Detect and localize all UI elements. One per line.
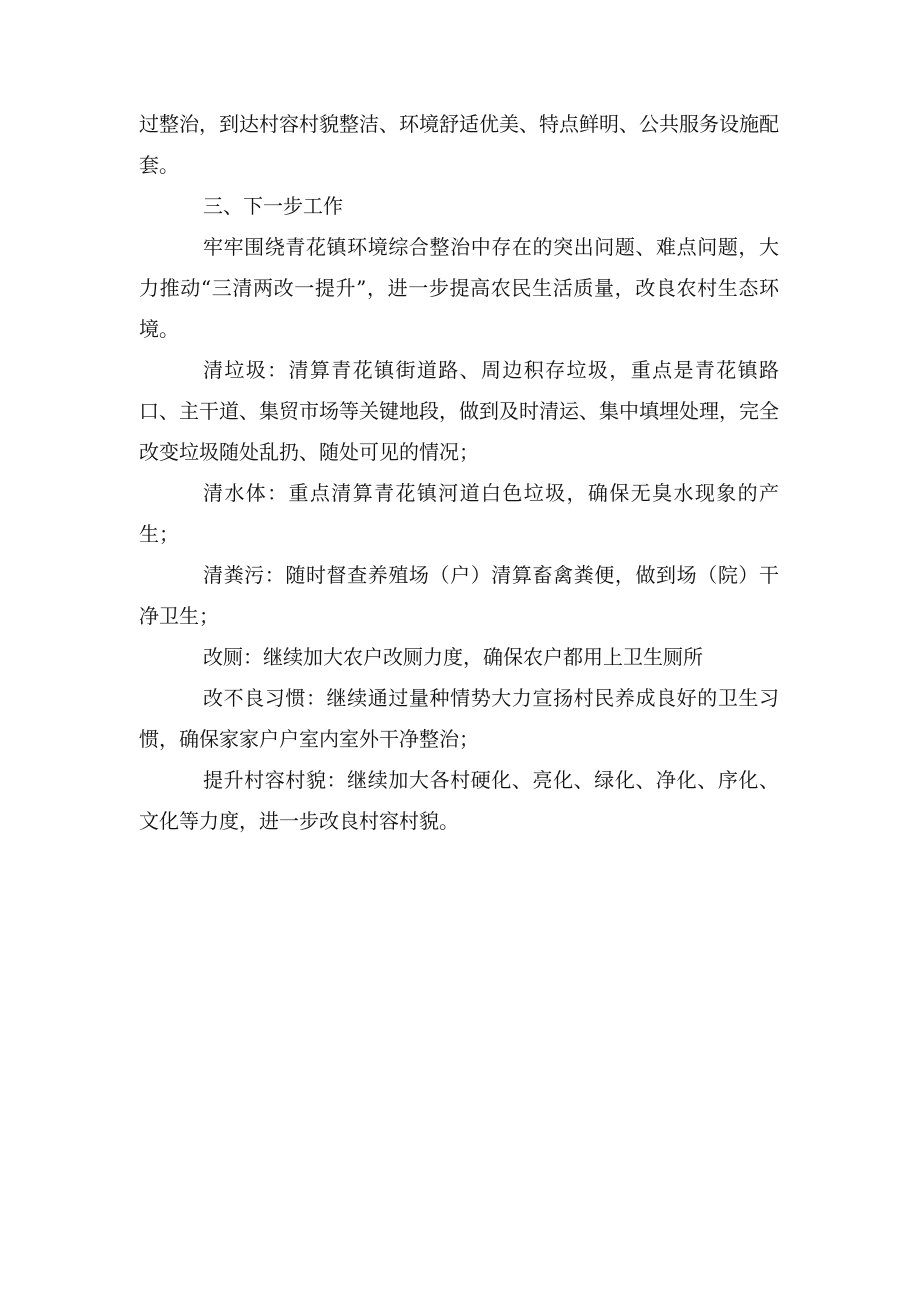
document-body: [139, 104, 779, 842]
paragraph-habit-reform: 改不良习惯：继续通过量种情势大力宣扬村民养成良好的卫生习惯，确保家家户户室内室外干净整治；: [139, 686, 779, 751]
paragraph-clean-garbage: 清垃圾：清算青花镇街道路、周边积存垃圾，重点是青花镇路口、主干道、集贸市场等关键地段，做到及时清运、集中填埋处理，完全改变垃圾随处乱扔、随处可见的情况；: [139, 358, 779, 464]
paragraph-intro: 牢牢围绕青花镇环境综合整治中存在的突出问题、难点问题，大力推动“三清两改一提升”，进一步提高农民生活质量，改良农村生态环境。: [139, 235, 779, 341]
paragraph-clean-water: 清水体：重点清算青花镇河道白色垃圾，确保无臭水现象的产生；: [139, 481, 779, 546]
section-heading: 三、下一步工作: [203, 194, 343, 218]
paragraph-village-upgrade: 提升村容村貌：继续加大各村硬化、亮化、绿化、净化、序化、文化等力度，进一步改良村容村貌。: [139, 768, 779, 833]
paragraph-toilet-reform: 改厕：继续加大农户改厕力度，确保农户都用上卫生厕所: [203, 645, 703, 669]
paragraph-clean-manure: 清粪污：随时督查养殖场（户）清算畜禽粪便，做到场（院）干净卫生；: [139, 563, 779, 628]
paragraph-continuation: 过整治，到达村容村貌整洁、环境舒适优美、特点鲜明、公共服务设施配套。: [139, 112, 779, 177]
